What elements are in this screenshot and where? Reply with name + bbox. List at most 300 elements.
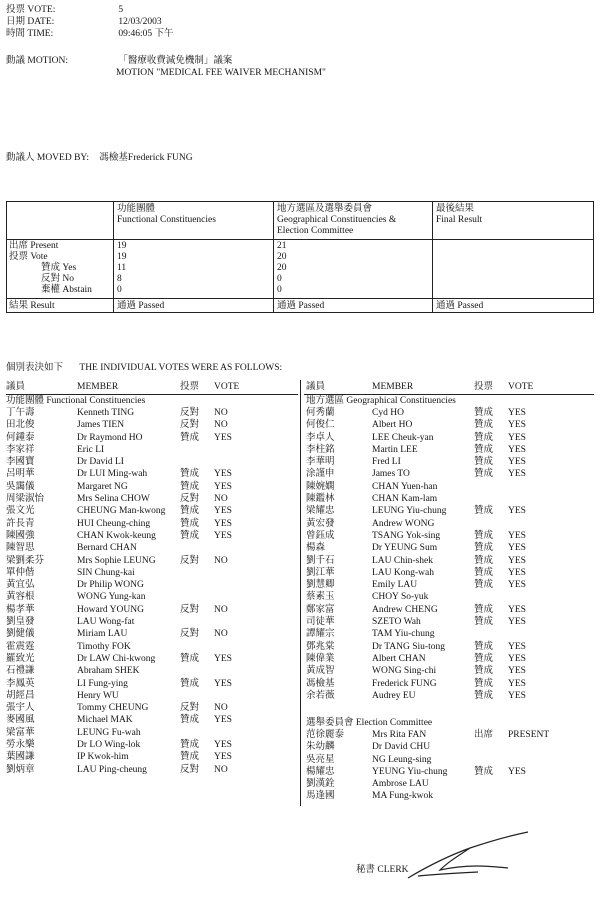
member-name-en: Mrs Selina CHOW bbox=[77, 494, 150, 505]
member-name-en: HUI Cheung-ching bbox=[77, 518, 151, 529]
member-row bbox=[306, 605, 596, 617]
member-vote-en: YES bbox=[508, 666, 526, 677]
member-vote-zh: 贊成 bbox=[474, 530, 494, 541]
member-vote-en: NO bbox=[214, 703, 228, 714]
gc-col-header-en: Election Committee bbox=[277, 225, 354, 236]
member-vote-zh: 反對 bbox=[180, 703, 200, 714]
member-name-en: Timothy FOK bbox=[77, 641, 131, 652]
member-name-zh: 吳亮星 bbox=[306, 754, 335, 765]
member-name-en: Ambrose LAU bbox=[372, 779, 429, 790]
member-name-zh: 李柱銘 bbox=[306, 444, 335, 455]
member-vote-en: YES bbox=[214, 715, 232, 726]
member-name-zh: 李國寶 bbox=[6, 457, 35, 468]
member-row bbox=[306, 691, 596, 703]
left-col-vote-en: VOTE bbox=[214, 382, 240, 392]
vote-number-row bbox=[6, 5, 123, 16]
member-row bbox=[306, 543, 596, 555]
member-row bbox=[306, 445, 596, 457]
member-row bbox=[306, 742, 596, 754]
member-name-en: LEE Cheuk-yan bbox=[372, 432, 434, 443]
member-name-en: LAU Kong-wah bbox=[372, 567, 435, 578]
member-row bbox=[6, 580, 298, 592]
member-name-zh: 范徐麗泰 bbox=[306, 730, 345, 740]
member-row bbox=[306, 666, 596, 678]
member-row bbox=[6, 654, 298, 666]
member-name-zh: 李卓人 bbox=[306, 432, 335, 443]
member-row bbox=[6, 519, 298, 531]
table-divider bbox=[113, 202, 114, 312]
member-name-en: Mrs Rita FAN bbox=[372, 730, 427, 740]
member-vote-zh: 贊成 bbox=[180, 530, 200, 541]
member-row bbox=[306, 482, 596, 494]
table-divider bbox=[7, 239, 593, 240]
moved-by-row bbox=[6, 153, 193, 164]
member-name-zh: 馬逢國 bbox=[306, 791, 335, 802]
member-name-zh: 劉千石 bbox=[306, 555, 335, 566]
member-name-zh: 陳智思 bbox=[6, 543, 35, 554]
member-name-en: IP Kwok-him bbox=[77, 752, 129, 763]
summary-vote-label: 投票 Vote bbox=[9, 252, 48, 262]
member-name-en: LEUNG Fu-wah bbox=[77, 727, 141, 738]
individual-votes-heading bbox=[6, 363, 282, 374]
member-vote-en: YES bbox=[214, 481, 232, 492]
member-name-en: CHAN Yuen-han bbox=[372, 481, 438, 492]
member-vote-en: YES bbox=[508, 506, 526, 517]
summary-present-gc: 21 bbox=[277, 241, 287, 251]
member-name-en: TAM Yiu-chung bbox=[372, 629, 435, 640]
summary-yes-label: 贊成 Yes bbox=[41, 263, 77, 273]
member-name-en: Margaret NG bbox=[77, 481, 128, 492]
member-name-en: Dr David LI bbox=[77, 457, 124, 468]
member-vote-zh: 贊成 bbox=[474, 469, 494, 480]
member-name-en: CHOY So-yuk bbox=[372, 592, 429, 603]
member-name-zh: 梁耀忠 bbox=[306, 506, 335, 517]
member-name-en: Emily LAU bbox=[372, 580, 418, 591]
member-row bbox=[306, 556, 596, 568]
member-name-en: Andrew CHENG bbox=[372, 604, 438, 615]
member-vote-en: YES bbox=[214, 518, 232, 529]
member-row bbox=[306, 494, 596, 506]
individual-votes-heading-zh: 個別表決如下 bbox=[6, 363, 64, 373]
gc-col-header-zh: 地方選區及選舉委員會 bbox=[277, 204, 373, 214]
member-name-en: CHEUNG Man-kwong bbox=[77, 506, 166, 517]
member-name-zh: 何俊仁 bbox=[306, 420, 335, 431]
member-name-zh: 劉漢銓 bbox=[306, 779, 335, 790]
member-vote-en: YES bbox=[214, 740, 232, 751]
member-vote-en: YES bbox=[508, 567, 526, 578]
time-label: 時間 TIME: bbox=[6, 29, 54, 39]
member-vote-en: YES bbox=[508, 408, 526, 418]
final-col-header-zh: 最後結果 bbox=[436, 204, 475, 214]
member-vote-en: YES bbox=[508, 678, 526, 689]
member-name-zh: 鄭家富 bbox=[306, 604, 335, 615]
member-name-en: Dr LO Wing-lok bbox=[77, 740, 141, 751]
member-name-en: Howard YOUNG bbox=[77, 604, 144, 615]
member-name-zh: 譚耀宗 bbox=[306, 629, 335, 640]
date-label: 日期 DATE: bbox=[6, 17, 55, 27]
member-vote-en: YES bbox=[508, 444, 526, 455]
member-vote-en: NO bbox=[214, 764, 228, 775]
member-row bbox=[6, 482, 298, 494]
member-vote-en: YES bbox=[508, 604, 526, 615]
member-row bbox=[6, 494, 298, 506]
member-vote-en: YES bbox=[508, 469, 526, 480]
member-row bbox=[306, 642, 596, 654]
member-vote-zh: 贊成 bbox=[180, 740, 200, 751]
ec-section-title: 選舉委員會 Election Committee bbox=[306, 718, 433, 728]
vote-number-value: 5 bbox=[118, 5, 124, 15]
time-row bbox=[6, 29, 174, 40]
member-name-zh: 黃宜弘 bbox=[6, 580, 35, 591]
vote-number-label: 投票 VOTE: bbox=[6, 5, 56, 15]
member-vote-en: NO bbox=[214, 629, 228, 640]
summary-gc-result: 通過 Passed bbox=[277, 301, 325, 311]
member-vote-en: YES bbox=[508, 580, 526, 591]
member-vote-zh: 贊成 bbox=[474, 666, 494, 677]
member-vote-zh: 贊成 bbox=[474, 617, 494, 628]
member-row bbox=[6, 752, 298, 764]
member-row bbox=[6, 457, 298, 469]
member-vote-zh: 贊成 bbox=[474, 432, 494, 443]
member-vote-en: YES bbox=[508, 457, 526, 468]
member-row bbox=[6, 543, 298, 555]
summary-final-result: 通過 Passed bbox=[436, 301, 484, 311]
member-vote-en: YES bbox=[508, 543, 526, 554]
member-name-en: Andrew WONG bbox=[372, 518, 435, 529]
time-value: 09:46:05 下午 bbox=[118, 29, 174, 39]
member-row bbox=[6, 445, 298, 457]
member-vote-en: NO bbox=[214, 555, 228, 566]
member-name-zh: 黃容根 bbox=[6, 592, 35, 603]
member-name-zh: 羅致光 bbox=[6, 653, 35, 664]
member-name-zh: 陳偉業 bbox=[306, 653, 335, 664]
member-name-zh: 劉皇發 bbox=[6, 617, 35, 628]
left-col-member-en: MEMBER bbox=[77, 382, 119, 392]
member-name-zh: 勞永樂 bbox=[6, 740, 35, 751]
member-name-en: Bernard CHAN bbox=[77, 543, 137, 554]
gc-section-title: 地方選區 Geographical Constituencies bbox=[306, 396, 456, 406]
member-name-en: Dr LAW Chi-kwong bbox=[77, 653, 156, 664]
member-name-en: Martin LEE bbox=[372, 444, 418, 455]
summary-table bbox=[6, 201, 594, 313]
member-row bbox=[6, 679, 298, 691]
member-vote-en: YES bbox=[508, 420, 526, 431]
clerk-signature bbox=[378, 826, 538, 886]
member-name-zh: 涂謹申 bbox=[306, 469, 335, 480]
member-vote-en: YES bbox=[214, 432, 232, 443]
member-name-en: Miriam LAU bbox=[77, 629, 128, 640]
member-row bbox=[6, 629, 298, 641]
member-vote-zh: 贊成 bbox=[180, 506, 200, 517]
member-name-en: SIN Chung-kai bbox=[77, 567, 135, 578]
member-name-en: Fred LI bbox=[372, 457, 401, 468]
member-name-zh: 周梁淑怡 bbox=[6, 494, 45, 505]
motion-title-zh: 「醫療收費減免機制」議案 bbox=[118, 56, 233, 66]
member-vote-zh: 反對 bbox=[180, 764, 200, 775]
column-divider bbox=[300, 380, 301, 806]
member-name-en: Albert CHAN bbox=[372, 653, 426, 664]
member-name-en: Albert HO bbox=[372, 420, 413, 431]
member-vote-en: YES bbox=[214, 678, 232, 689]
member-name-zh: 梁富華 bbox=[6, 727, 35, 738]
member-name-en: CHAN Kam-lam bbox=[372, 494, 438, 505]
member-name-en: Audrey EU bbox=[372, 690, 416, 701]
member-name-en: James TO bbox=[372, 469, 410, 480]
member-row bbox=[306, 755, 596, 767]
member-name-en: LI Fung-ying bbox=[77, 678, 128, 689]
member-name-zh: 胡經昌 bbox=[6, 690, 35, 701]
summary-abstain-fc: 0 bbox=[117, 285, 122, 295]
member-vote-zh: 贊成 bbox=[474, 567, 494, 578]
member-vote-en: YES bbox=[214, 530, 232, 541]
member-name-zh: 丁午壽 bbox=[6, 408, 35, 418]
member-name-en: TSANG Yok-sing bbox=[372, 530, 441, 541]
member-row bbox=[306, 408, 596, 420]
summary-present-label: 出席 Present bbox=[9, 241, 59, 251]
member-vote-zh: 贊成 bbox=[474, 580, 494, 591]
member-row bbox=[6, 691, 298, 703]
member-row bbox=[306, 469, 596, 481]
member-name-en: LEUNG Yiu-chung bbox=[372, 506, 447, 517]
member-name-en: Dr Raymond HO bbox=[77, 432, 143, 443]
member-row bbox=[306, 519, 596, 531]
member-name-en: Dr David CHU bbox=[372, 742, 431, 753]
member-name-en: WONG Sing-chi bbox=[372, 666, 437, 677]
table-divider bbox=[273, 202, 274, 312]
right-col-vote-en: VOTE bbox=[508, 382, 534, 392]
member-name-en: Mrs Sophie LEUNG bbox=[77, 555, 156, 566]
member-vote-en: NO bbox=[214, 408, 228, 418]
summary-no-fc: 8 bbox=[117, 274, 122, 284]
member-name-en: Kenneth TING bbox=[77, 408, 135, 418]
member-row bbox=[6, 617, 298, 629]
member-name-en: Henry WU bbox=[77, 690, 119, 701]
member-vote-en: YES bbox=[214, 752, 232, 763]
member-vote-zh: 贊成 bbox=[180, 518, 200, 529]
member-name-en: LAU Ping-cheung bbox=[77, 764, 147, 775]
member-vote-zh: 反對 bbox=[180, 408, 200, 418]
member-name-zh: 余若薇 bbox=[306, 690, 335, 701]
member-vote-zh: 贊成 bbox=[474, 690, 494, 701]
member-vote-en: YES bbox=[508, 653, 526, 664]
member-vote-en: YES bbox=[508, 530, 526, 541]
left-col-member-zh: 議員 bbox=[6, 382, 26, 392]
member-name-en: Eric LI bbox=[77, 444, 105, 455]
member-vote-zh: 贊成 bbox=[180, 653, 200, 664]
summary-vote-gc: 20 bbox=[277, 252, 287, 262]
member-name-zh: 李鳳英 bbox=[6, 678, 35, 689]
member-name-en: MA Fung-kwok bbox=[372, 791, 433, 802]
summary-abstain-gc: 0 bbox=[277, 285, 282, 295]
member-row bbox=[6, 469, 298, 481]
member-row bbox=[6, 728, 298, 740]
member-name-en: YEUNG Yiu-chung bbox=[372, 766, 448, 777]
member-vote-en: NO bbox=[214, 494, 228, 505]
member-name-zh: 李華明 bbox=[306, 457, 335, 468]
member-vote-zh: 贊成 bbox=[474, 543, 494, 554]
member-vote-en: NO bbox=[214, 420, 228, 431]
member-name-zh: 陳國強 bbox=[6, 530, 35, 541]
fc-col-header bbox=[117, 204, 216, 226]
member-name-zh: 麥國風 bbox=[6, 715, 35, 726]
member-vote-zh: 贊成 bbox=[474, 457, 494, 468]
member-vote-zh: 贊成 bbox=[474, 604, 494, 615]
member-name-zh: 單仲偕 bbox=[6, 567, 35, 578]
member-row bbox=[6, 765, 298, 777]
fc-col-header-en: Functional Constituencies bbox=[117, 214, 216, 225]
fc-member-list bbox=[6, 408, 298, 777]
member-name-zh: 霍震霆 bbox=[6, 641, 35, 652]
motion-row bbox=[6, 56, 232, 67]
member-vote-zh: 贊成 bbox=[474, 766, 494, 777]
member-row bbox=[306, 506, 596, 518]
member-row bbox=[306, 568, 596, 580]
member-row bbox=[306, 654, 596, 666]
member-vote-zh: 出席 bbox=[474, 730, 494, 740]
summary-yes-gc: 20 bbox=[277, 263, 287, 273]
summary-no-gc: 0 bbox=[277, 274, 282, 284]
left-col-vote-zh: 投票 bbox=[180, 382, 200, 392]
member-vote-zh: 贊成 bbox=[474, 641, 494, 652]
member-vote-zh: 贊成 bbox=[180, 432, 200, 443]
member-name-zh: 黃成智 bbox=[306, 666, 335, 677]
member-vote-en: PRESENT bbox=[508, 730, 550, 740]
member-vote-zh: 贊成 bbox=[474, 678, 494, 689]
member-name-zh: 何秀蘭 bbox=[306, 408, 335, 418]
member-vote-en: YES bbox=[508, 641, 526, 652]
member-row bbox=[306, 617, 596, 629]
member-name-zh: 鄧兆棠 bbox=[306, 641, 335, 652]
member-name-zh: 石禮謙 bbox=[6, 666, 35, 677]
member-name-zh: 楊森 bbox=[306, 543, 326, 554]
summary-result-label: 結果 Result bbox=[9, 301, 55, 311]
moved-by-label: 動議人 MOVED BY: bbox=[6, 153, 90, 163]
right-col-member-zh: 議員 bbox=[306, 382, 326, 392]
member-name-zh: 蔡素玉 bbox=[306, 592, 335, 603]
member-name-en: CHAN Kwok-keung bbox=[77, 530, 156, 541]
member-name-zh: 許長青 bbox=[6, 518, 35, 529]
member-vote-zh: 贊成 bbox=[180, 715, 200, 726]
member-row bbox=[306, 629, 596, 641]
member-row bbox=[6, 666, 298, 678]
member-vote-zh: 贊成 bbox=[474, 444, 494, 455]
member-vote-zh: 反對 bbox=[180, 420, 200, 431]
member-vote-en: YES bbox=[214, 506, 232, 517]
table-divider bbox=[7, 298, 593, 299]
member-name-en: LAU Wong-fat bbox=[77, 617, 135, 628]
member-vote-zh: 贊成 bbox=[474, 653, 494, 664]
member-name-zh: 葉國謙 bbox=[6, 752, 35, 763]
member-row bbox=[6, 531, 298, 543]
date-value: 12/03/2003 bbox=[118, 17, 162, 27]
member-name-zh: 朱幼麟 bbox=[306, 742, 335, 753]
member-row bbox=[6, 408, 298, 420]
ec-member-list bbox=[306, 730, 596, 804]
member-vote-en: YES bbox=[214, 653, 232, 664]
member-row bbox=[6, 715, 298, 727]
member-name-zh: 劉江華 bbox=[306, 567, 335, 578]
member-name-en: Michael MAK bbox=[77, 715, 133, 726]
member-row bbox=[306, 767, 596, 779]
member-name-zh: 張宇人 bbox=[6, 703, 35, 714]
member-name-en: Cyd HO bbox=[372, 408, 404, 418]
member-name-zh: 何鍾泰 bbox=[6, 432, 35, 443]
member-row bbox=[306, 433, 596, 445]
right-header-rule bbox=[304, 394, 594, 395]
member-row bbox=[6, 740, 298, 752]
member-name-zh: 梁劉柔芬 bbox=[6, 555, 45, 566]
member-row bbox=[6, 592, 298, 604]
member-name-zh: 楊孝華 bbox=[6, 604, 35, 615]
member-name-zh: 呂明華 bbox=[6, 469, 35, 480]
moved-by-value: 馮檢基Frederick FUNG bbox=[99, 153, 193, 163]
member-name-zh: 田北俊 bbox=[6, 420, 35, 431]
member-vote-zh: 贊成 bbox=[474, 506, 494, 517]
member-vote-zh: 贊成 bbox=[474, 420, 494, 431]
member-row bbox=[6, 642, 298, 654]
member-row bbox=[306, 779, 596, 791]
member-row bbox=[6, 556, 298, 568]
clerk-label: 秘書 CLERK bbox=[356, 865, 409, 875]
member-vote-en: YES bbox=[508, 432, 526, 443]
member-name-zh: 吳靄儀 bbox=[6, 481, 35, 492]
member-name-en: WONG Yung-kan bbox=[77, 592, 146, 603]
member-row bbox=[306, 580, 596, 592]
member-row bbox=[6, 433, 298, 445]
member-name-en: NG Leung-sing bbox=[372, 754, 432, 765]
member-name-en: Dr TANG Siu-tong bbox=[372, 641, 445, 652]
member-vote-zh: 贊成 bbox=[180, 752, 200, 763]
member-row bbox=[6, 420, 298, 432]
summary-abstain-label: 棄權 Abstain bbox=[41, 285, 92, 295]
table-divider bbox=[432, 202, 433, 312]
member-row bbox=[6, 605, 298, 617]
member-row bbox=[6, 703, 298, 715]
fc-section-title: 功能團體 Functional Constituencies bbox=[6, 396, 146, 406]
summary-fc-result: 通過 Passed bbox=[117, 301, 165, 311]
member-name-zh: 劉炳章 bbox=[6, 764, 35, 775]
member-row bbox=[306, 679, 596, 691]
member-vote-zh: 贊成 bbox=[180, 481, 200, 492]
motion-label: 動議 MOTION: bbox=[6, 56, 69, 66]
right-col-member-en: MEMBER bbox=[372, 382, 414, 392]
member-name-en: Frederick FUNG bbox=[372, 678, 437, 689]
individual-votes-heading-en: THE INDIVIDUAL VOTES WERE AS FOLLOWS: bbox=[79, 363, 283, 373]
final-col-header bbox=[436, 204, 482, 226]
gc-col-header bbox=[277, 204, 396, 237]
member-vote-en: YES bbox=[508, 555, 526, 566]
member-vote-en: YES bbox=[508, 690, 526, 701]
member-name-zh: 陳婉嫻 bbox=[306, 481, 335, 492]
member-name-zh: 黃宏發 bbox=[306, 518, 335, 529]
member-vote-zh: 贊成 bbox=[474, 555, 494, 566]
member-row bbox=[306, 730, 596, 742]
member-name-zh: 劉健儀 bbox=[6, 629, 35, 640]
member-vote-en: YES bbox=[508, 766, 526, 777]
summary-present-fc: 19 bbox=[117, 241, 127, 251]
member-name-en: Dr YEUNG Sum bbox=[372, 543, 438, 554]
member-vote-en: NO bbox=[214, 604, 228, 615]
member-row bbox=[6, 506, 298, 518]
member-row bbox=[306, 791, 596, 803]
member-name-en: Dr LUI Ming-wah bbox=[77, 469, 148, 480]
member-name-zh: 曾鈺成 bbox=[306, 530, 335, 541]
right-col-vote-zh: 投票 bbox=[474, 382, 494, 392]
member-name-zh: 馮檢基 bbox=[306, 678, 335, 689]
motion-title-en: MOTION "MEDICAL FEE WAIVER MECHANISM" bbox=[116, 68, 326, 78]
member-row bbox=[6, 568, 298, 580]
gc-member-list bbox=[306, 408, 596, 703]
